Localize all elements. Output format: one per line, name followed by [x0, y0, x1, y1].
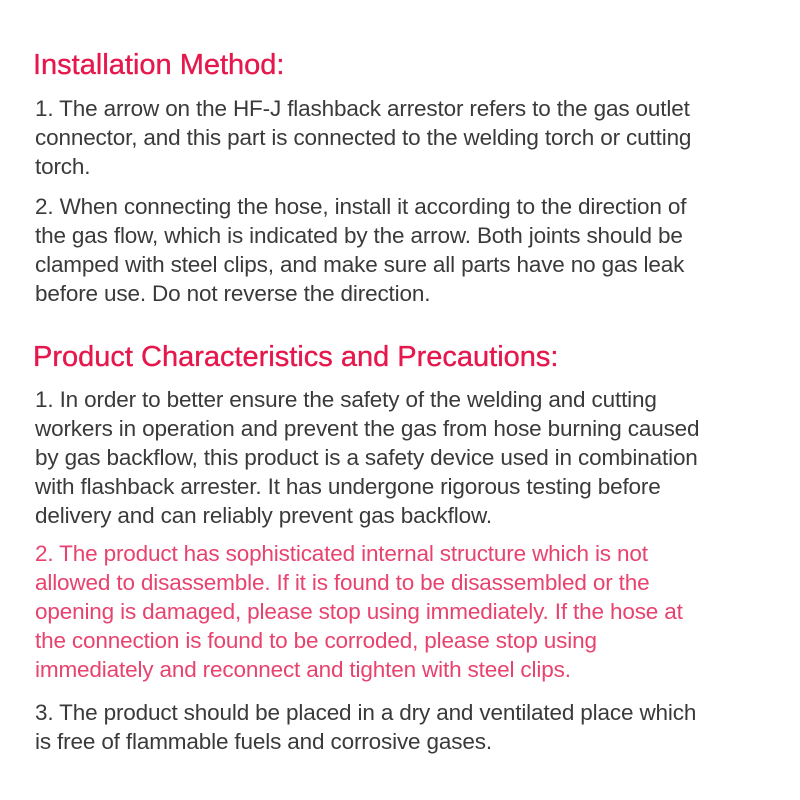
text-line: opening is damaged, please stop using immediately. If the hose at [35, 599, 683, 624]
text-line: the connection is found to be corroded, please stop using [35, 628, 597, 653]
text-line: with flashback arrester. It has undergone rigorous testing before [35, 474, 661, 499]
text-line: allowed to disassemble. If it is found to be disassembled or the [35, 570, 650, 595]
text-line: connector, and this part is connected to the welding torch or cutting [35, 125, 692, 150]
installation-item-1 [35, 94, 771, 181]
text-line: 2. When connecting the hose, install it according to the direction of [35, 194, 687, 219]
text-line: clamped with steel clips, and make sure all parts have no gas leak [35, 252, 685, 277]
text-line: immediately and reconnect and tighten with steel clips. [35, 657, 571, 682]
text-line: before use. Do not reverse the direction. [35, 281, 431, 306]
text-line: 1. The arrow on the HF-J flashback arrestor refers to the gas outlet [35, 96, 690, 121]
text-line: workers in operation and prevent the gas from hose burning caused [35, 416, 700, 441]
characteristics-item-3 [35, 698, 771, 756]
text-line: 1. In order to better ensure the safety of the welding and cutting [35, 387, 657, 412]
text-line: the gas flow, which is indicated by the arrow. Both joints should be [35, 223, 683, 248]
text-line: by gas backflow, this product is a safety device used in combination [35, 445, 698, 470]
text-line: is free of flammable fuels and corrosive gases. [35, 729, 492, 754]
text-line: 2. The product has sophisticated internal structure which is not [35, 541, 648, 566]
installation-method-heading: Installation Method: [33, 49, 285, 81]
characteristics-precautions-heading: Product Characteristics and Precautions: [33, 341, 559, 373]
text-line: 3. The product should be placed in a dry and ventilated place which [35, 700, 697, 725]
text-line: torch. [35, 154, 91, 179]
installation-item-2 [35, 192, 771, 308]
characteristics-item-2-warning [35, 539, 771, 684]
characteristics-item-1 [35, 385, 771, 530]
text-line: delivery and can reliably prevent gas backflow. [35, 503, 492, 528]
